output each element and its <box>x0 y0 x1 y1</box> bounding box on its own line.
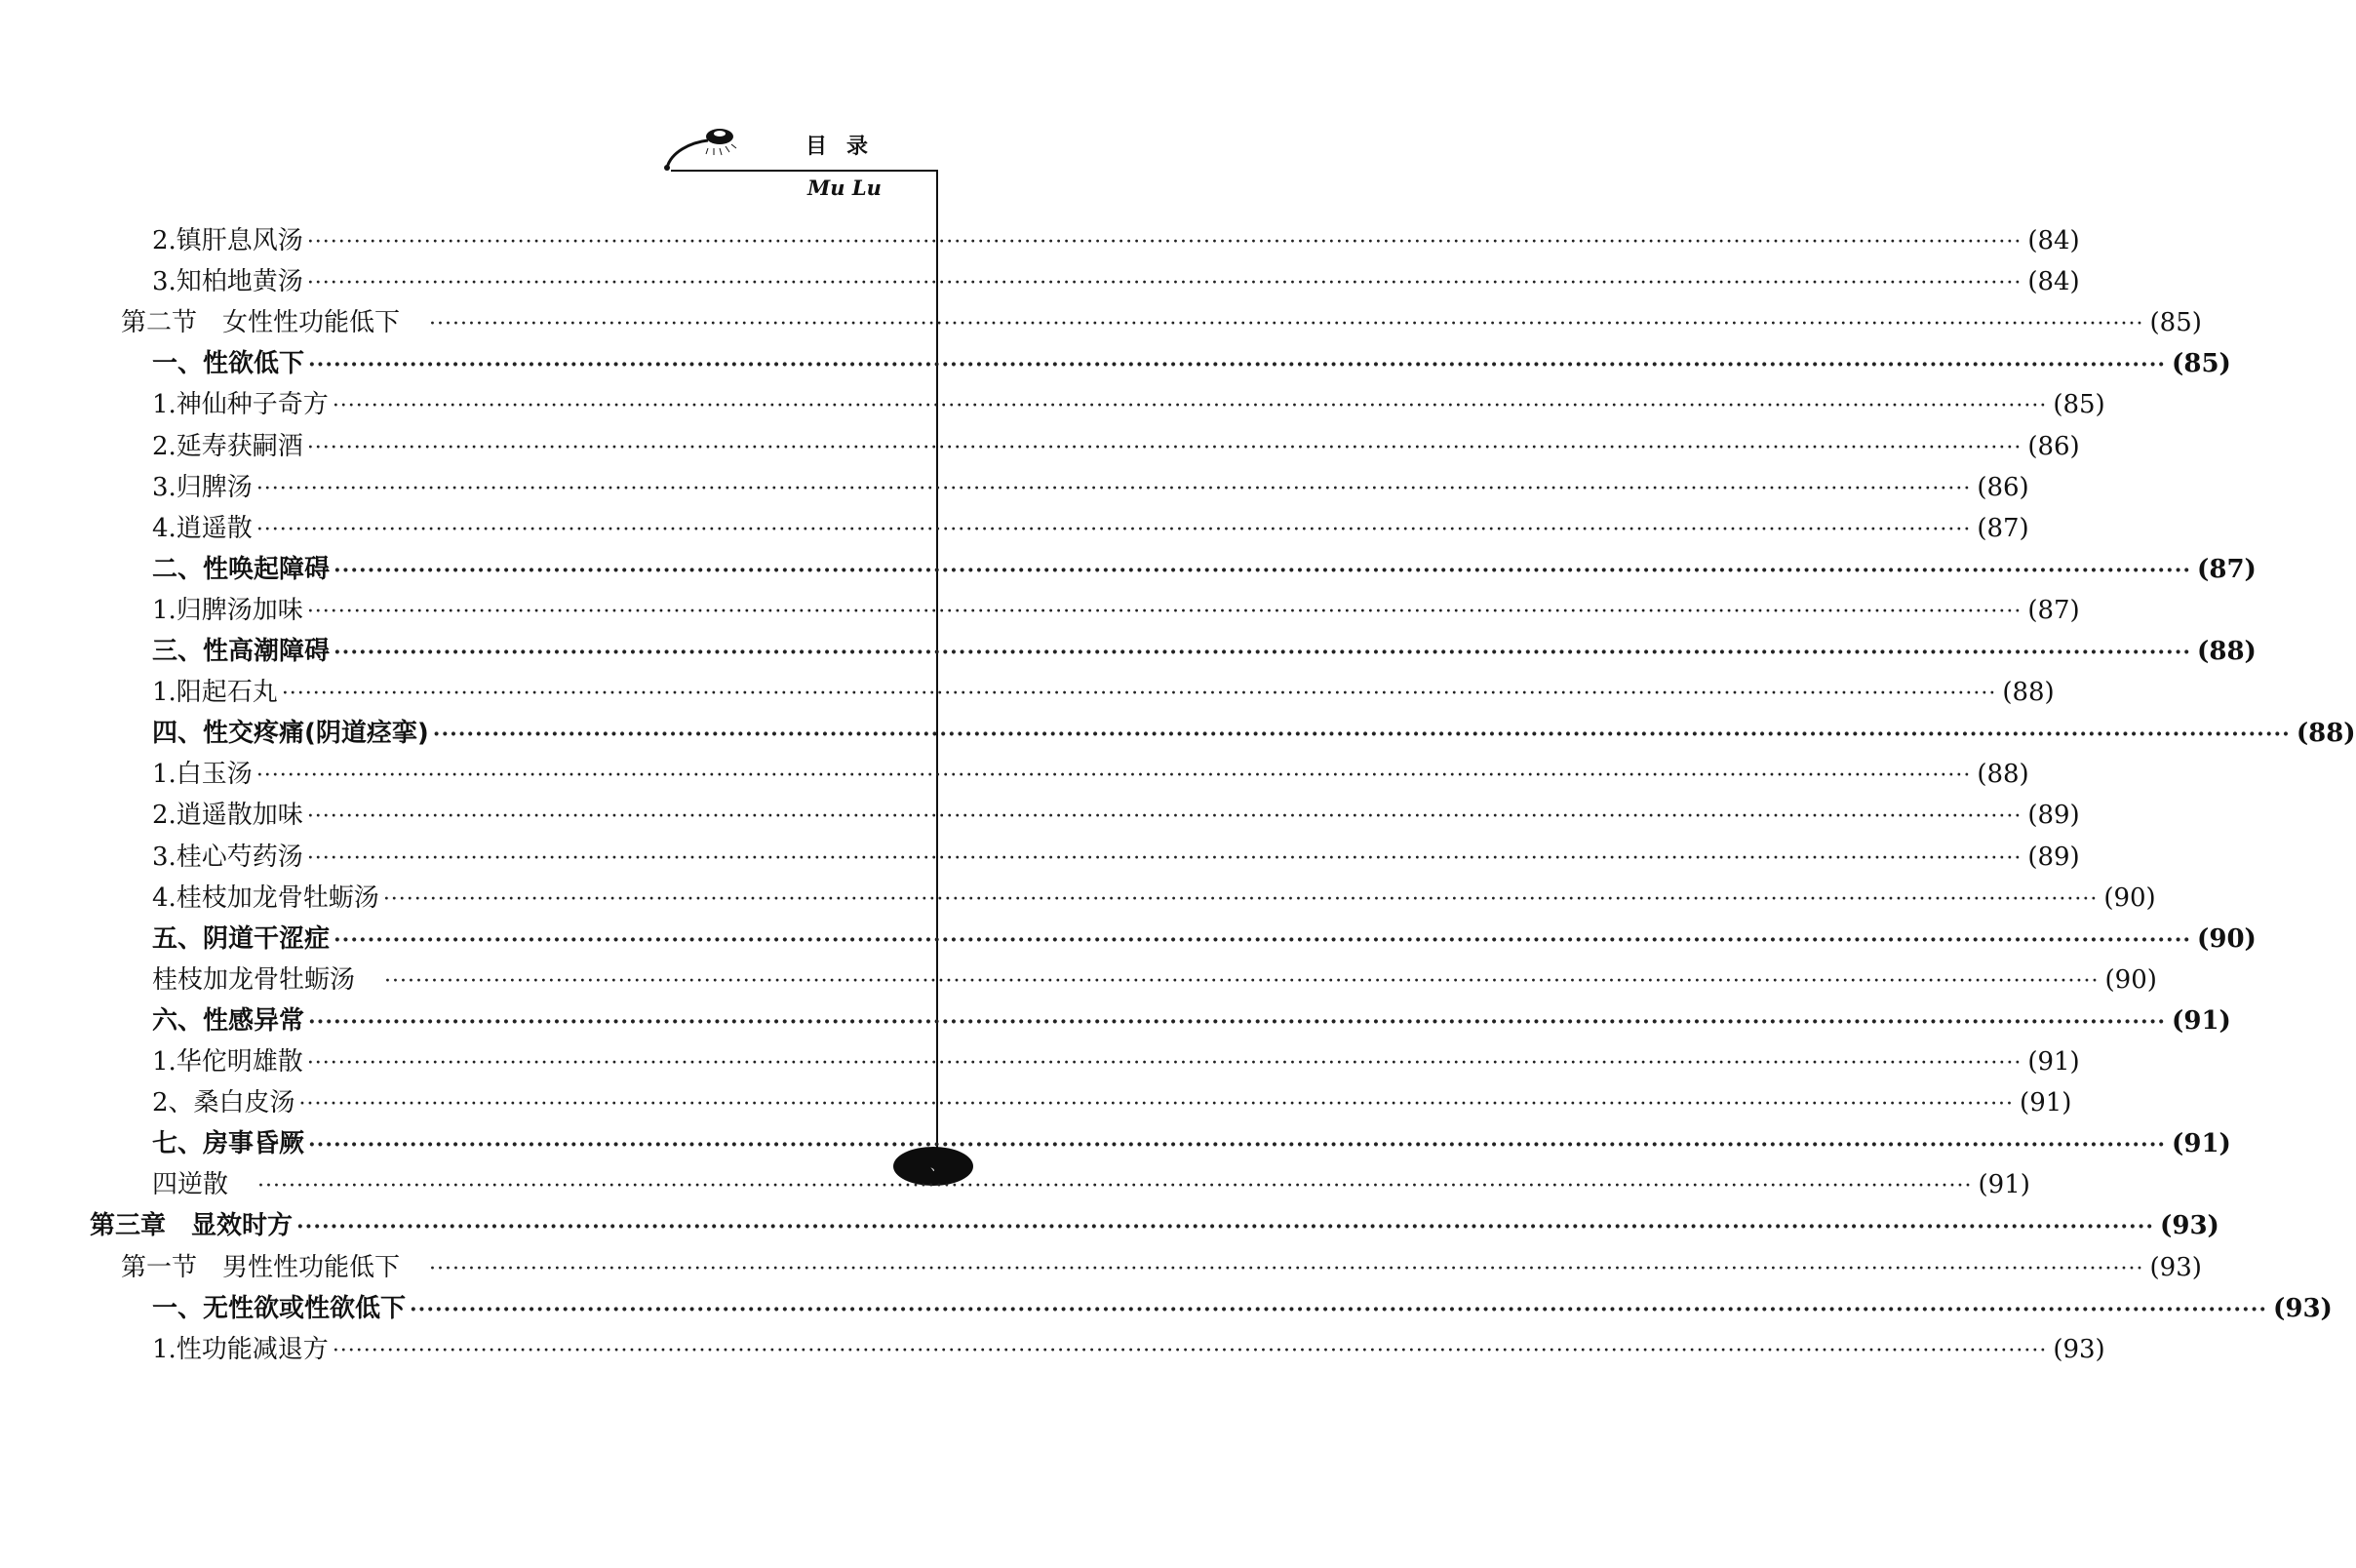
toc-entry-page: (85) <box>2149 308 2202 338</box>
toc-entry-title: 4.逍遥散 <box>152 513 253 543</box>
toc-leader-dots: ···························································································································································································································· <box>306 435 2022 460</box>
toc-entry[interactable] <box>152 673 2055 712</box>
toc-entry-page: (93) <box>2273 1293 2333 1323</box>
toc-leader-dots: ···························································································································································································································· <box>281 682 1997 707</box>
toc-entry[interactable] <box>152 920 2257 959</box>
toc-leader-dots: ···························································································································································································································· <box>308 1132 2167 1158</box>
toc-entry[interactable] <box>90 1206 2219 1245</box>
toc-entry[interactable] <box>152 960 2157 1000</box>
toc-entry-page: (91) <box>1978 1170 2030 1200</box>
toc-entry-title: 1.性功能减退方 <box>152 1334 329 1364</box>
toc-entry-page: (93) <box>2053 1334 2105 1364</box>
toc-entry-title: 桂枝加龙骨牡蛎汤 <box>152 964 356 995</box>
toc-entry-page: (93) <box>2149 1252 2202 1282</box>
toc-entry-title: 五、阴道干涩症 <box>152 923 331 954</box>
toc-entry-title: 1.阳起石丸 <box>152 678 278 708</box>
toc-entry[interactable] <box>152 879 2156 918</box>
toc-leader-dots: ···························································································································································································································· <box>257 1174 1973 1199</box>
toc-entry[interactable] <box>152 1042 2080 1081</box>
toc-entry[interactable] <box>152 1083 2072 1122</box>
toc-entry[interactable] <box>152 550 2257 589</box>
toc-leader-dots: ···························································································································································································································· <box>255 764 1972 789</box>
toc-entry[interactable] <box>152 1165 2030 1204</box>
toc-leader-dots: ···························································································································································································································· <box>332 1338 2048 1363</box>
toc-entry-title: 3.知柏地黄汤 <box>152 267 303 297</box>
toc-entry-page: (90) <box>2104 964 2157 995</box>
toc-entry-page: (91) <box>2020 1088 2072 1118</box>
toc-entry-title: 第三章 显效时方 <box>90 1211 294 1241</box>
toc-entry-page: (90) <box>2103 882 2156 913</box>
toc-leader-dots: ···························································································································································································································· <box>429 312 2144 337</box>
toc-entry-page: (84) <box>2027 226 2080 255</box>
toc-entry[interactable] <box>152 1124 2231 1163</box>
toc-entry-title: 2、桑白皮汤 <box>152 1088 295 1118</box>
toc-leader-dots: ···························································································································································································································· <box>306 230 2022 255</box>
toc-entry-page: (86) <box>2027 431 2080 461</box>
toc-entry-title: 一、无性欲或性欲低下 <box>152 1293 407 1323</box>
toc-leader-dots: ···························································································································································································································· <box>255 517 1972 542</box>
toc-leader-dots: ···························································································································································································································· <box>308 352 2167 378</box>
toc-entry-page: (87) <box>2027 595 2080 625</box>
toc-entry[interactable] <box>121 1248 2202 1287</box>
toc-entry-page: (91) <box>2172 1129 2231 1159</box>
toc-entry-title: 七、房事昏厥 <box>152 1129 305 1159</box>
toc-entry-page: (85) <box>2053 390 2105 420</box>
toc-entry-title: 3.归脾汤 <box>152 472 253 502</box>
toc-entry[interactable] <box>152 468 2029 507</box>
toc-entry-title: 三、性高潮障碍 <box>152 637 331 666</box>
toc-entry-page: (85) <box>2172 349 2231 379</box>
toc-leader-dots: ···························································································································································································································· <box>296 1214 2155 1240</box>
toc-entry-page: (89) <box>2027 801 2080 831</box>
toc-entry-title: 1.归脾汤加味 <box>152 595 303 625</box>
toc-entry[interactable] <box>152 755 2029 794</box>
toc-entry[interactable] <box>152 1330 2105 1369</box>
toc-entry[interactable] <box>152 344 2231 383</box>
toc-leader-dots: ···························································································································································································································· <box>334 640 2192 665</box>
toc-entry[interactable] <box>152 838 2080 877</box>
toc-leader-dots: ···························································································································································································································· <box>334 926 2192 953</box>
toc-leader-dots: ···························································································································································································································· <box>332 394 2048 419</box>
toc-entry-title: 2.延寿获嗣酒 <box>152 431 303 461</box>
toc-entry-title: 六、性感异常 <box>152 1005 305 1036</box>
page-title: 目录 <box>805 135 888 159</box>
toc-entry-title: 1.神仙种子奇方 <box>152 390 329 420</box>
toc-entry-title: 4.桂枝加龙骨牡蛎汤 <box>152 882 379 913</box>
toc-entry-title: 二、性唤起障碍 <box>152 554 331 584</box>
toc-entry-page: (88) <box>2197 637 2257 666</box>
toc-entry[interactable] <box>152 221 2080 260</box>
page-tab-label: 、 <box>930 1158 944 1174</box>
toc-entry-title: 第一节 男性性功能低下 <box>121 1252 401 1282</box>
toc-entry-title: 2.逍遥散加味 <box>152 801 303 831</box>
toc-leader-dots: ···························································································································································································································· <box>382 886 2099 912</box>
toc-leader-dots: ···························································································································································································································· <box>306 271 2022 296</box>
toc-entry[interactable] <box>121 303 2202 342</box>
toc-entry-title: 四逆散 <box>152 1170 229 1200</box>
toc-entry-page: (91) <box>2027 1047 2080 1077</box>
toc-leader-dots: ···························································································································································································································· <box>334 557 2192 583</box>
toc-leader-dots: ···························································································································································································································· <box>308 1008 2167 1035</box>
toc-entry-page: (88) <box>2296 719 2356 749</box>
toc-entry-page: (88) <box>1977 760 2029 790</box>
toc-entry[interactable] <box>152 509 2029 548</box>
toc-entry-page: (84) <box>2027 267 2080 297</box>
toc-entry-title: 第二节 女性性功能低下 <box>121 308 401 338</box>
toc-entry-page: (90) <box>2197 923 2257 954</box>
toc-entry-page: (91) <box>2172 1005 2231 1036</box>
toc-leader-dots: ···························································································································································································································· <box>306 804 2022 830</box>
toc-entry-title: 3.桂心芍药汤 <box>152 842 303 872</box>
toc-entry[interactable] <box>152 632 2257 671</box>
toc-leader-dots: ···························································································································································································································· <box>255 476 1972 501</box>
toc-leader-dots: ···························································································································································································································· <box>429 1256 2144 1281</box>
toc-entry[interactable] <box>152 714 2356 753</box>
toc-leader-dots: ···························································································································································································································· <box>432 722 2291 748</box>
toc-leader-dots: ···························································································································································································································· <box>384 968 2100 994</box>
toc-entry[interactable] <box>152 1001 2231 1040</box>
header-rule <box>671 170 938 172</box>
toc-leader-dots: ···························································································································································································································· <box>306 845 2022 871</box>
toc-leader-dots: ···························································································································································································································· <box>410 1296 2268 1322</box>
toc-leader-dots: ···························································································································································································································· <box>298 1092 2015 1117</box>
toc-entry[interactable] <box>152 262 2080 301</box>
toc-entry-page: (93) <box>2160 1211 2219 1241</box>
toc-entry[interactable] <box>152 1289 2333 1328</box>
toc-entry-page: (87) <box>2197 554 2257 584</box>
toc-entry[interactable] <box>152 385 2105 424</box>
page-subtitle: Mu Lu <box>807 176 882 200</box>
toc-entry-title: 2.镇肝息风汤 <box>152 226 303 255</box>
desk-lamp-icon <box>663 125 741 172</box>
toc-entry-page: (86) <box>1977 472 2029 502</box>
toc-entry[interactable] <box>152 591 2080 630</box>
toc-leader-dots: ···························································································································································································································· <box>306 599 2022 624</box>
toc-entry[interactable] <box>152 427 2080 466</box>
toc-entry-title: 1.白玉汤 <box>152 760 253 790</box>
toc-leader-dots: ···························································································································································································································· <box>306 1051 2022 1076</box>
toc-entry-page: (89) <box>2027 842 2080 872</box>
toc-entry-page: (88) <box>2002 678 2055 708</box>
toc-entry-title: 1.华佗明雄散 <box>152 1047 303 1077</box>
toc-entry-title: 四、性交疼痛(阴道痉挛) <box>152 719 429 749</box>
toc-entry[interactable] <box>152 796 2080 835</box>
toc-entry-page: (87) <box>1977 513 2029 543</box>
toc-entry-title: 一、性欲低下 <box>152 349 305 379</box>
